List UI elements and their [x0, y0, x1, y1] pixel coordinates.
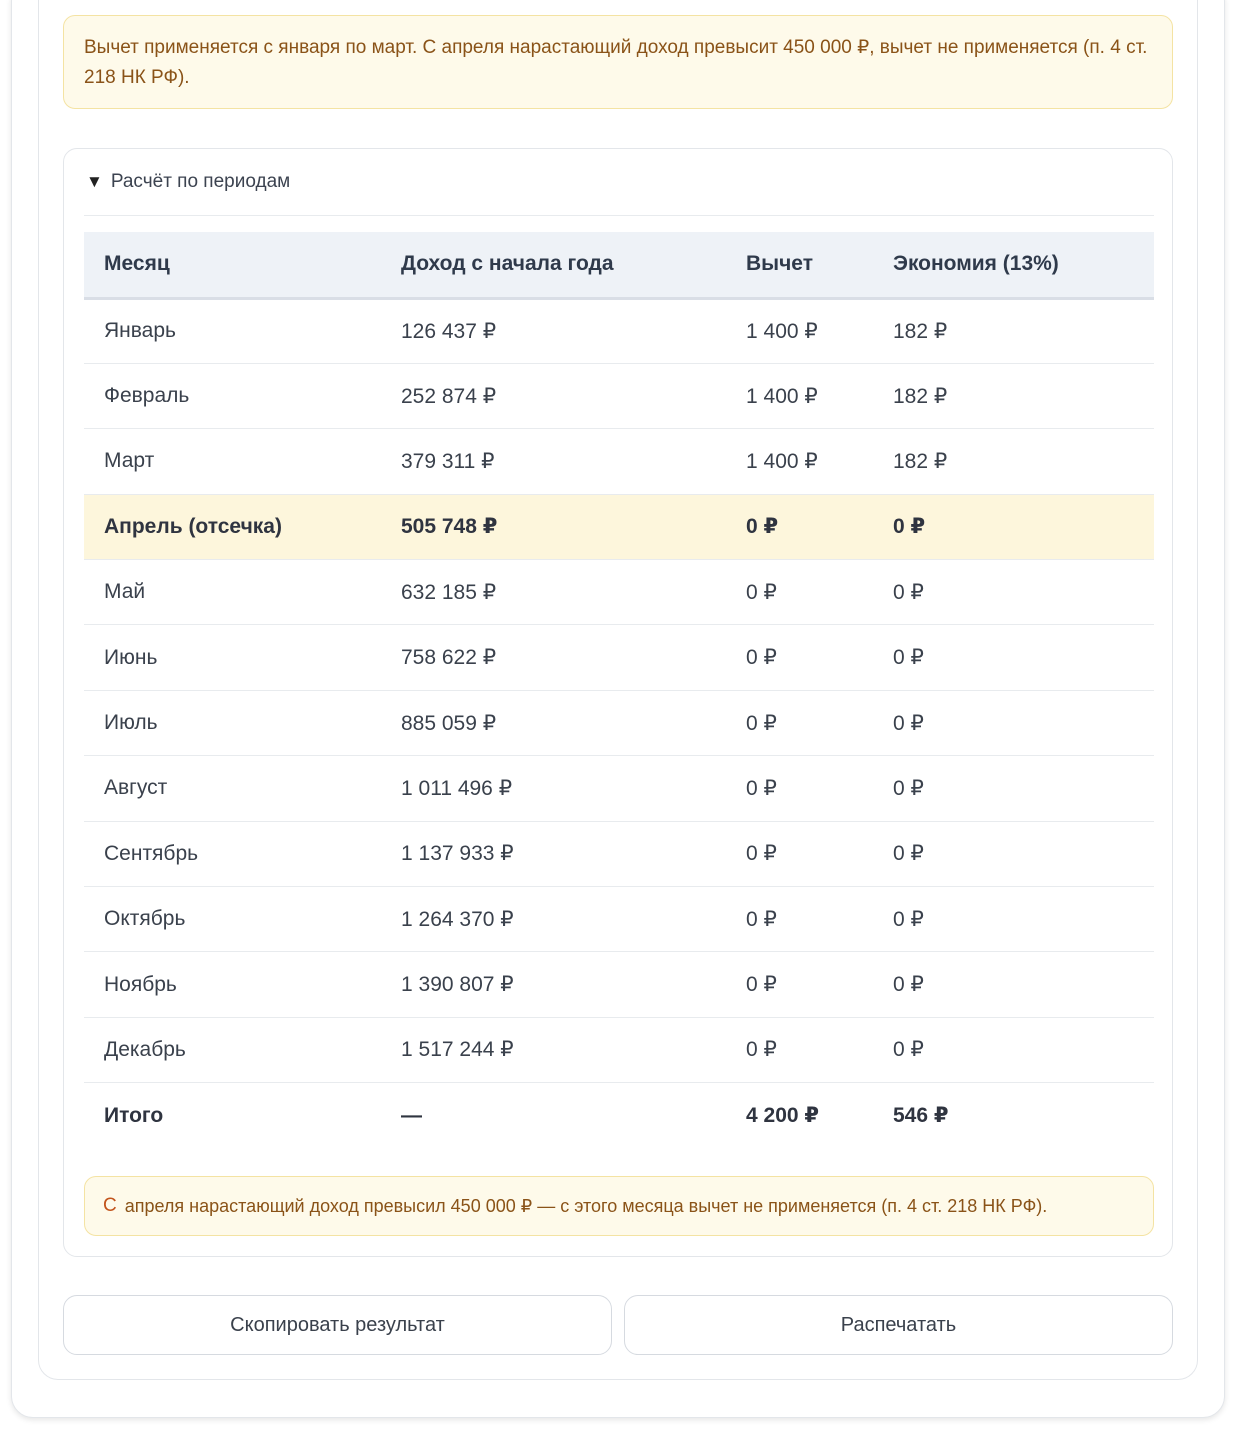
table-header-row	[84, 232, 1154, 298]
table-row	[84, 625, 1154, 690]
table-row	[84, 429, 1154, 494]
cell-income: 885 059 ₽	[381, 690, 726, 755]
cell-income: 379 311 ₽	[381, 429, 726, 494]
cell-deduction: 0 ₽	[726, 1017, 873, 1082]
cell-savings: 182 ₽	[873, 363, 1154, 428]
cell-income: 758 622 ₽	[381, 625, 726, 690]
cell-total-income: —	[401, 1103, 422, 1127]
cell-savings: 182 ₽	[873, 429, 1154, 494]
table-row	[84, 298, 1154, 363]
periods-summary-toggle[interactable]	[84, 149, 1154, 216]
table-row	[84, 821, 1154, 886]
cell-total-label: Итого	[104, 1103, 164, 1127]
table-row	[84, 756, 1154, 821]
cell-income: 1 517 244 ₽	[381, 1017, 726, 1082]
cell-month: Декабрь	[84, 1017, 381, 1082]
cell-deduction: 0 ₽	[726, 560, 873, 625]
cell-deduction: 1 400 ₽	[726, 298, 873, 363]
cell-savings: 0 ₽	[873, 1017, 1154, 1082]
cell-month: Ноябрь	[84, 952, 381, 1017]
cell-deduction: 1 400 ₽	[726, 429, 873, 494]
table-row	[84, 1017, 1154, 1082]
cell-deduction: 0 ₽	[726, 756, 873, 821]
table-row-cutoff	[84, 494, 1154, 559]
cell-deduction: 0 ₽	[726, 625, 873, 690]
cell-deduction: 0 ₽	[726, 690, 873, 755]
cutoff-note	[84, 1176, 1154, 1236]
cell-savings: 0 ₽	[873, 756, 1154, 821]
table-row	[84, 560, 1154, 625]
cell-savings: 0 ₽	[873, 821, 1154, 886]
cell-savings: 182 ₽	[873, 298, 1154, 363]
table-row	[84, 887, 1154, 952]
periods-table	[84, 232, 1154, 1148]
cell-income: 1 011 496 ₽	[381, 756, 726, 821]
cell-income: 1 264 370 ₽	[381, 887, 726, 952]
cell-month: Март	[84, 429, 381, 494]
column-header-deduction: Вычет	[726, 232, 873, 298]
cell-savings: 0 ₽	[873, 887, 1154, 952]
cell-income: 505 748 ₽	[381, 494, 726, 559]
cell-month: Февраль	[84, 363, 381, 428]
cell-income: 1 137 933 ₽	[381, 821, 726, 886]
cell-month: Август	[84, 756, 381, 821]
cell-month: Июль	[84, 690, 381, 755]
cutoff-note-icon: С	[103, 1195, 117, 1216]
cell-deduction: 0 ₽	[726, 952, 873, 1017]
cell-month: Июнь	[84, 625, 381, 690]
cell-month: Апрель (отсечка)	[84, 494, 381, 559]
cell-deduction: 0 ₽	[726, 887, 873, 952]
table-row	[84, 952, 1154, 1017]
cell-savings: 0 ₽	[873, 494, 1154, 559]
table-row	[84, 690, 1154, 755]
cell-savings: 0 ₽	[873, 690, 1154, 755]
deduction-warning-text: Вычет применяется с января по март. С апреля нарастающий доход превысит 450 000 ₽, вычет не применяется (п. 4 ст. 218 НК РФ).	[84, 37, 1148, 88]
cell-income: 1 390 807 ₽	[381, 952, 726, 1017]
cell-total-savings: 546 ₽	[893, 1104, 949, 1128]
triangle-down-icon: ▼	[86, 172, 103, 191]
copy-result-button[interactable]: Скопировать результат	[63, 1295, 612, 1355]
cell-income: 126 437 ₽	[381, 298, 726, 363]
table-row-total	[84, 1083, 1154, 1148]
cell-month: Октябрь	[84, 887, 381, 952]
table-row	[84, 363, 1154, 428]
cell-income: 252 874 ₽	[381, 363, 726, 428]
cell-deduction: 0 ₽	[726, 821, 873, 886]
periods-summary-label: Расчёт по периодам	[110, 171, 291, 192]
cell-month: Январь	[84, 298, 381, 363]
cutoff-note-text: апреля нарастающий доход превысил 450 000 ₽ — с этого месяца вычет не применяется (п. 4 ст. 218 НК РФ).	[124, 1195, 1048, 1216]
cell-month: Сентябрь	[84, 821, 381, 886]
periods-details	[63, 148, 1173, 1257]
column-header-savings: Экономия (13%)	[873, 232, 1154, 298]
column-header-income: Доход с начала года	[381, 232, 726, 298]
cell-savings: 0 ₽	[873, 625, 1154, 690]
cell-month: Май	[84, 560, 381, 625]
cell-income: 632 185 ₽	[381, 560, 726, 625]
cell-savings: 0 ₽	[873, 560, 1154, 625]
print-button[interactable]: Распечатать	[624, 1295, 1173, 1355]
cell-deduction: 0 ₽	[726, 494, 873, 559]
cell-total-deduction: 4 200 ₽	[746, 1104, 819, 1128]
deduction-warning	[63, 15, 1173, 109]
column-header-month: Месяц	[84, 232, 381, 298]
cell-deduction: 1 400 ₽	[726, 363, 873, 428]
cell-savings: 0 ₽	[873, 952, 1154, 1017]
